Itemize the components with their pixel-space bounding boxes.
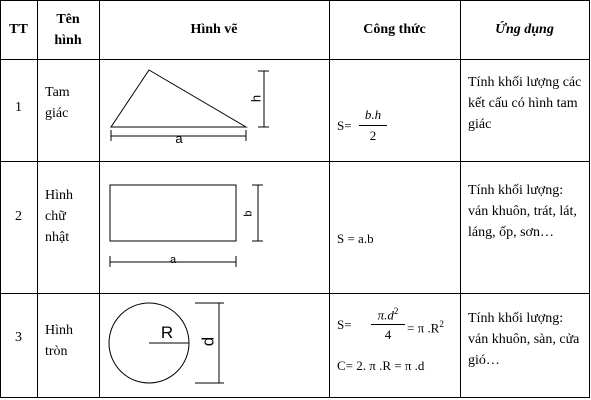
table-column-divider [329, 0, 330, 398]
row-3-shape-name: Hình tròn [45, 323, 73, 359]
circle-area-denominator: 4 [384, 327, 392, 342]
circle-area-rhs-text: = π .R [407, 320, 440, 336]
table-column-divider [460, 0, 461, 398]
row-2-tt: 2 [15, 209, 22, 224]
row-1-tt: 1 [15, 100, 22, 115]
table-border-top [0, 0, 590, 1]
circle-area-rhs [407, 314, 444, 338]
row-2-shape-name: Hình chữ nhật [45, 188, 73, 245]
triangle-shape [111, 70, 246, 127]
rectangle-area-formula: S = a.b [337, 231, 374, 246]
circle-area-numerator-text: π.d [377, 307, 394, 323]
header-application: Ứng dụng [495, 22, 554, 37]
header-shape-name: Tên hình [54, 12, 82, 48]
triangle-formula-lhs: S= [337, 118, 352, 133]
table-border-right [589, 0, 590, 398]
circle-area-numerator [371, 301, 405, 325]
row-3-application: Tính khối lượng: ván khuôn, sàn, cửa gió… [468, 311, 580, 368]
triangle-formula-denominator: 2 [369, 128, 377, 143]
table-row-divider [0, 293, 590, 294]
row-1-shape-name: Tam giác [45, 85, 70, 121]
circle-area-numerator-exponent: 2 [393, 306, 399, 316]
header-figure: Hình vẽ [190, 22, 238, 37]
triangle-area-formula [337, 104, 457, 148]
table-border-bottom [0, 397, 590, 398]
circle-area-rhs-exponent: 2 [439, 319, 444, 329]
table-column-divider [37, 0, 38, 398]
circle-shape [109, 303, 189, 383]
header-tt: TT [9, 22, 28, 37]
row-3-tt: 3 [15, 330, 22, 345]
table-header-divider [0, 59, 590, 60]
circle-area-lhs: S= [337, 317, 352, 332]
table-row-divider [0, 161, 590, 162]
circle-radius-label: R [160, 323, 174, 342]
table-column-divider [99, 0, 100, 398]
row-1-application: Tính khối lượng các kết cấu có hình tam giác [468, 75, 582, 132]
rectangle-height-label: b [242, 210, 255, 217]
triangle-formula-numerator: b.h [364, 107, 382, 122]
row-2-application: Tính khối lượng: ván khuôn, trát, lát, láng, ốp, sơn… [468, 183, 577, 240]
circle-area-formula [337, 300, 459, 346]
circle-diameter-label: d [198, 336, 218, 347]
rectangle-base-label: a [169, 254, 177, 266]
circle-circumference-formula: C= 2. π .R = π .d [337, 358, 425, 373]
header-formula: Công thức [363, 22, 426, 37]
triangle-height-label: h [248, 94, 264, 103]
triangle-base-label: a [175, 131, 183, 146]
rectangle-shape [110, 185, 236, 241]
